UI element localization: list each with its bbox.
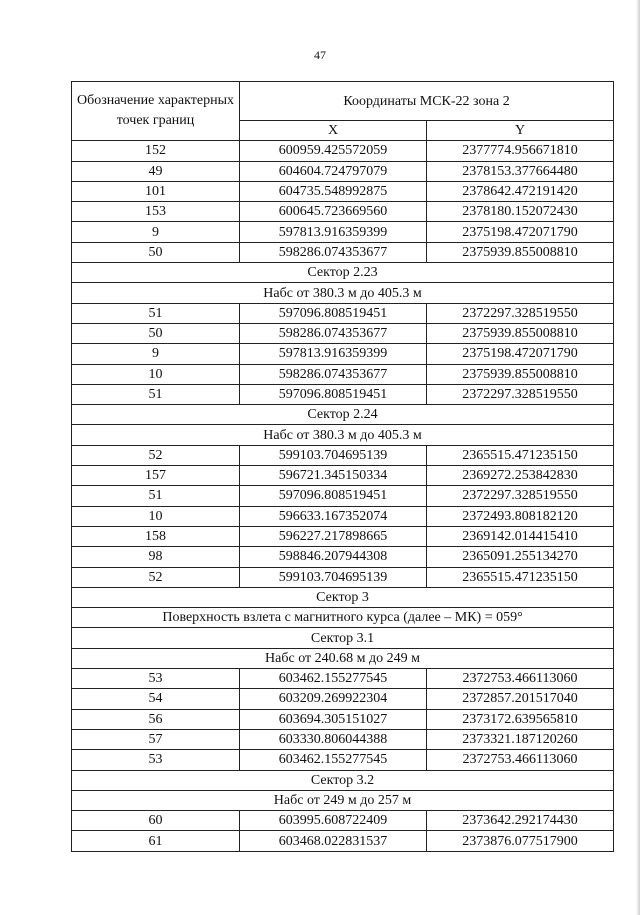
table-row: [72, 202, 614, 222]
x-coordinate-cell: 597096.808519451: [240, 303, 427, 323]
point-id-cell: 50: [72, 323, 240, 343]
x-coordinate-cell: 599103.704695139: [240, 567, 427, 587]
table-row: [72, 344, 614, 364]
y-coordinate-cell: 2375198.472071790: [427, 344, 614, 364]
x-coordinate-cell: 598286.074353677: [240, 242, 427, 262]
section-row: [72, 405, 614, 425]
table-row: [72, 181, 614, 201]
point-id-cell: 10: [72, 506, 240, 526]
y-coordinate-cell: 2375198.472071790: [427, 222, 614, 242]
x-coordinate-cell: 597096.808519451: [240, 486, 427, 506]
y-coordinate-cell: 2375939.855008810: [427, 323, 614, 343]
table-body: [72, 141, 614, 851]
section-label: Набс от 380.3 м до 405.3 м: [72, 283, 614, 303]
page-number: 47: [314, 48, 326, 62]
table-row: [72, 547, 614, 567]
x-coordinate-cell: 598286.074353677: [240, 323, 427, 343]
point-id-cell: 158: [72, 526, 240, 546]
y-coordinate-cell: 2373642.292174430: [427, 811, 614, 831]
y-coordinate-cell: 2372297.328519550: [427, 303, 614, 323]
section-label: Сектор 3.1: [72, 628, 614, 648]
x-coordinate-cell: 600645.723669560: [240, 202, 427, 222]
y-coordinate-cell: 2373172.639565810: [427, 709, 614, 729]
x-coordinate-cell: 603694.305151027: [240, 709, 427, 729]
section-row: [72, 648, 614, 668]
y-coordinate-cell: 2378642.472191420: [427, 181, 614, 201]
point-id-cell: 52: [72, 567, 240, 587]
x-coordinate-cell: 604735.548992875: [240, 181, 427, 201]
table-header: [72, 82, 614, 141]
y-coordinate-cell: 2372753.466113060: [427, 669, 614, 689]
header-point-id: Обозначение характерных точек границ: [72, 82, 240, 141]
point-id-cell: 51: [72, 303, 240, 323]
x-coordinate-cell: 598846.207944308: [240, 547, 427, 567]
section-row: [72, 608, 614, 628]
point-id-cell: 54: [72, 689, 240, 709]
point-id-cell: 50: [72, 242, 240, 262]
y-coordinate-cell: 2369272.253842830: [427, 466, 614, 486]
section-row: [72, 263, 614, 283]
table-row: [72, 384, 614, 404]
point-id-cell: 57: [72, 729, 240, 749]
x-coordinate-cell: 603330.806044388: [240, 729, 427, 749]
point-id-cell: 61: [72, 831, 240, 851]
point-id-cell: 56: [72, 709, 240, 729]
x-coordinate-cell: 598286.074353677: [240, 364, 427, 384]
table-row: [72, 709, 614, 729]
x-coordinate-cell: 603462.155277545: [240, 669, 427, 689]
y-coordinate-cell: 2372493.808182120: [427, 506, 614, 526]
point-id-cell: 60: [72, 811, 240, 831]
point-id-cell: 51: [72, 486, 240, 506]
point-id-cell: 53: [72, 750, 240, 770]
table-row: [72, 689, 614, 709]
y-coordinate-cell: 2372753.466113060: [427, 750, 614, 770]
x-coordinate-cell: 603462.155277545: [240, 750, 427, 770]
point-id-cell: 98: [72, 547, 240, 567]
y-coordinate-cell: 2372297.328519550: [427, 486, 614, 506]
section-label: Сектор 2.24: [72, 405, 614, 425]
point-id-cell: 152: [72, 141, 240, 161]
table-row: [72, 831, 614, 851]
y-coordinate-cell: 2378153.377664480: [427, 161, 614, 181]
x-coordinate-cell: 603209.269922304: [240, 689, 427, 709]
y-coordinate-cell: 2373876.077517900: [427, 831, 614, 851]
table-row: [72, 141, 614, 161]
x-coordinate-cell: 603995.608722409: [240, 811, 427, 831]
y-coordinate-cell: 2372857.201517040: [427, 689, 614, 709]
table-row: [72, 445, 614, 465]
point-id-cell: 153: [72, 202, 240, 222]
coordinates-table: [71, 81, 614, 852]
y-coordinate-cell: 2365515.471235150: [427, 445, 614, 465]
y-coordinate-cell: 2373321.187120260: [427, 729, 614, 749]
table-row: [72, 466, 614, 486]
x-coordinate-cell: 596633.167352074: [240, 506, 427, 526]
section-row: [72, 790, 614, 810]
x-coordinate-cell: 600959.425572059: [240, 141, 427, 161]
section-row: [72, 587, 614, 607]
section-row: [72, 770, 614, 790]
section-row: [72, 628, 614, 648]
point-id-cell: 53: [72, 669, 240, 689]
x-coordinate-cell: 597813.916359399: [240, 222, 427, 242]
y-coordinate-cell: 2377774.956671810: [427, 141, 614, 161]
x-coordinate-cell: 597813.916359399: [240, 344, 427, 364]
section-label: Сектор 3.2: [72, 770, 614, 790]
header-y: Y: [427, 121, 614, 141]
header-coordinate-system: Координаты МСК-22 зона 2: [240, 82, 614, 121]
section-label: Набс от 240.68 м до 249 м: [72, 648, 614, 668]
y-coordinate-cell: 2372297.328519550: [427, 384, 614, 404]
table-row: [72, 669, 614, 689]
y-coordinate-cell: 2365091.255134270: [427, 547, 614, 567]
header-x: X: [240, 121, 427, 141]
table-row: [72, 729, 614, 749]
table-row: [72, 303, 614, 323]
section-label: Сектор 3: [72, 587, 614, 607]
point-id-cell: 51: [72, 384, 240, 404]
table-row: [72, 811, 614, 831]
section-row: [72, 283, 614, 303]
x-coordinate-cell: 596721.345150334: [240, 466, 427, 486]
scan-edge: [636, 0, 640, 915]
y-coordinate-cell: 2375939.855008810: [427, 242, 614, 262]
x-coordinate-cell: 603468.022831537: [240, 831, 427, 851]
y-coordinate-cell: 2369142.014415410: [427, 526, 614, 546]
point-id-cell: 157: [72, 466, 240, 486]
point-id-cell: 52: [72, 445, 240, 465]
table-row: [72, 242, 614, 262]
x-coordinate-cell: 597096.808519451: [240, 384, 427, 404]
section-label: Сектор 2.23: [72, 263, 614, 283]
table-row: [72, 486, 614, 506]
table-row: [72, 567, 614, 587]
point-id-cell: 10: [72, 364, 240, 384]
table-row: [72, 323, 614, 343]
table-row: [72, 526, 614, 546]
y-coordinate-cell: 2375939.855008810: [427, 364, 614, 384]
section-row: [72, 425, 614, 445]
x-coordinate-cell: 599103.704695139: [240, 445, 427, 465]
table-row: [72, 364, 614, 384]
x-coordinate-cell: 596227.217898665: [240, 526, 427, 546]
section-label: Набс от 249 м до 257 м: [72, 790, 614, 810]
point-id-cell: 9: [72, 344, 240, 364]
table-row: [72, 161, 614, 181]
x-coordinate-cell: 604604.724797079: [240, 161, 427, 181]
section-label: Поверхность взлета с магнитного курса (далее – МК) = 059°: [72, 608, 614, 628]
table-row: [72, 750, 614, 770]
point-id-cell: 49: [72, 161, 240, 181]
point-id-cell: 101: [72, 181, 240, 201]
y-coordinate-cell: 2365515.471235150: [427, 567, 614, 587]
table-row: [72, 222, 614, 242]
y-coordinate-cell: 2378180.152072430: [427, 202, 614, 222]
table-row: [72, 506, 614, 526]
section-label: Набс от 380.3 м до 405.3 м: [72, 425, 614, 445]
point-id-cell: 9: [72, 222, 240, 242]
